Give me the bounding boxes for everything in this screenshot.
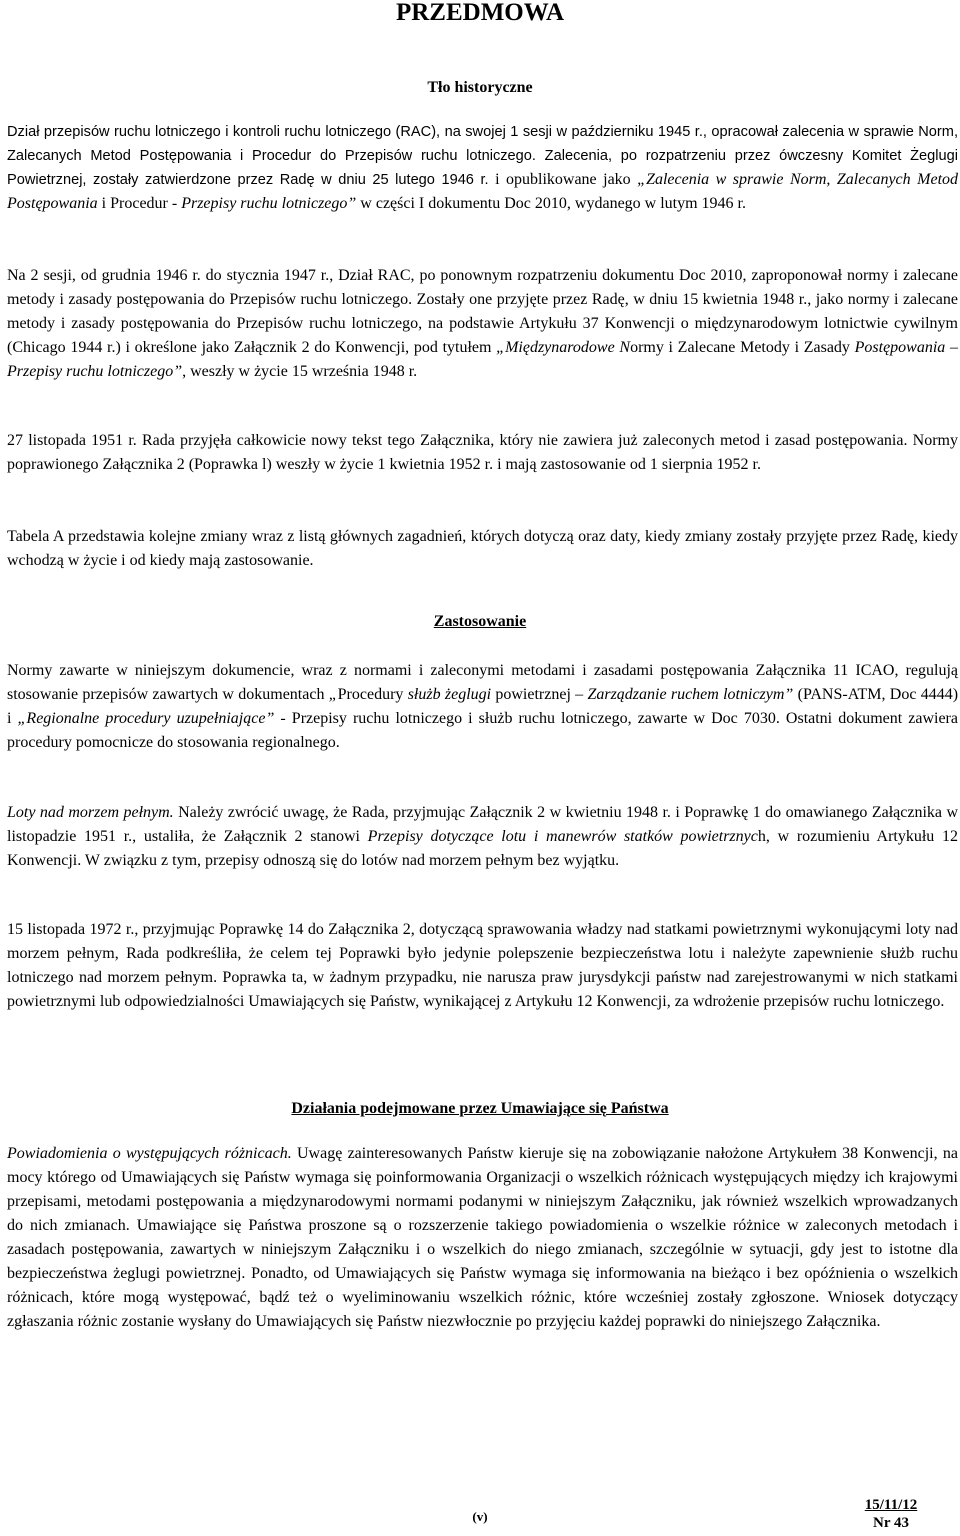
text-run: h, w rozumieniu Artykułu 12 Konwencji. W związku z tym, przepisy odnoszą się do lotów nad morzem pełnym bez wyjątku. [7, 828, 959, 869]
text-run: Procedury [337, 686, 408, 703]
italic-run: Postępowania – Przepisy ruchu lotniczego” [7, 339, 958, 380]
section-heading-actions: Działania podejmowane przez Umawiające się Państwa [291, 1100, 669, 1117]
italic-run: Przepisy ruchu lotniczego” [181, 195, 357, 212]
paragraph-actions-1 [7, 1142, 958, 1334]
italic-run: „Międzynarodowe N [496, 339, 631, 356]
paragraph-application-1 [7, 659, 958, 755]
text-run: w części I dokumentu Doc 2010, wydanego w lutym 1946 r. [356, 195, 746, 212]
paragraph-application-2 [7, 801, 958, 873]
text-run: Na 2 sesji, od grudnia 1946 r. do stycznia 1947 r., Dział RAC, po ponownym rozpatrzeniu dokumentu Doc 2010, zaproponował normy i zalecane metody i zasady postępowania do Przepisów ruchu lotniczego. Zostały one przyjęte przez Radę, w dniu 15 kwietnia 1948 r., jako normy i zalecane metody i zasady postępowania do Przepisów ruchu lotniczego, na podstawie Artykułu 37 Konwencji o międzynarodowym lotnictwie cywilnym (Chicago 1944 r.) i określone jako Załącznik 2 do Konwencji, pod tytułem [7, 267, 958, 356]
italic-run: „Zalecenia w sprawie Norm, Zalecanych Metod Postępowania [7, 171, 959, 212]
text-run: - Przepisy ruchu lotniczego i służb ruchu lotniczego, zawarte w Doc 7030. Ostatni dokument zawiera procedury pomocnicze do stosowania regionalnego. [7, 710, 958, 751]
italic-run: „ [328, 686, 338, 703]
italic-run: Powiadomienia o występujących różnicach. [7, 1145, 292, 1162]
text-run: ormy i Zalecane Metody i Zasady [630, 339, 855, 356]
italic-run: służb żeglugi [407, 686, 492, 703]
italic-run: Loty nad morzem pełnym. [7, 804, 174, 821]
text-run: Należy zwrócić uwagę, że Rada, przyjmując Załącznik 2 w kwietniu 1948 r. i Poprawkę 1 do omawianego Załącznika w listopadzie 1951 r., ustaliła, że Załącznik 2 stanowi [7, 804, 958, 845]
italic-run: Przepisy dotyczące lotu i manewrów statków powietrznyc [367, 828, 758, 845]
text-run: (PANS-ATM, Doc 4444) i [7, 686, 959, 727]
footer-number: Nr 43 [873, 1515, 909, 1531]
paragraph-historical-2 [7, 264, 958, 384]
page-number: (v) [472, 1509, 488, 1524]
footer-date: 15/11/12 [864, 1497, 918, 1513]
text-run: Uwagę zainteresowanych Państw kieruje się na zobowiązanie nałożone Artykułem 38 Konwencji, na mocy którego od Umawiających się Państw wymaga się poinformowania Organizacji o wszelkich różnicach występujących między ich krajowymi przepisami, metodami postępowania a międzynarodowymi normami podanymi w niniejszym Załączniku, jak również wszelkich wprowadzanych do nich zmianach. Umawiające się Państwa proszone są o rozszerzenie takiego powiadomienia o wszelkie różnice w zaleconych metodach i zasadach postępowania, zawartych w niniejszym Załączniku i o wszelkich do niego zmianach, szczególnie w sytuacji, gdy jest to istotne dla bezpieczeństwa żeglugi powietrznej. Ponadto, od Umawiających się Państw wymaga się informowania na bieżąco i bez opóźnienia o wszelkich różnicach, które mogą występować, bądź też o wyeliminowaniu wszelkich różnic, które wcześniej zostały zgłoszone. Wniosek dotyczący zgłaszania różnic zostanie wysłany do Umawiających się Państw niezwłocznie po przyjęciu każdej poprawki do niniejszego Załącznika. [7, 1145, 959, 1330]
text-run: Normy zawarte w niniejszym dokumencie, wraz z normami i zaleconymi metodami i zasadami postępowania Załącznika 11 ICAO, regulują stosowanie przepisów zawartych w dokumentach [7, 662, 958, 703]
italic-run: „Regionalne procedury uzupełniające” [17, 710, 275, 727]
paragraph-historical-1 [7, 120, 958, 216]
text-run: powietrznej – [491, 686, 588, 703]
italic-run: Zarządzanie ruchem lotniczym” [587, 686, 794, 703]
page-title: PRZEDMOWA [395, 0, 565, 26]
section-heading-historical: Tło historyczne [427, 79, 533, 96]
text-run: i opublikowane jako [488, 171, 638, 188]
paragraph-historical-3: 27 listopada 1951 r. Rada przyjęła całkowicie nowy tekst tego Załącznika, który nie zawiera już zaleconych metod i zasad postępowania. Normy poprawionego Załącznika 2 (Poprawka l) weszły w życie 1 kwietnia 1952 r. i mają zastosowanie od 1 sierpnia 1952 r. [7, 432, 958, 473]
paragraph-historical-1-sans: Dział przepisów ruchu lotniczego i kontroli ruchu lotniczego (RAC), na swojej 1 sesji w październiku 1945 r., opracował zalecenia w sprawie Norm, Zalecanych Metod Postępowania i Procedur do Przepisów ruchu lotniczego. Zalecenia, po rozpatrzeniu przez ówczesny Komitet Żeglugi Powietrznej, zostały zatwierdzone przez Radę w dniu 25 lutego 1946 r. [7, 124, 958, 188]
footer-date-block [841, 1496, 941, 1532]
paragraph-historical-4: Tabela A przedstawia kolejne zmiany wraz z listą głównych zagadnień, których dotyczą oraz daty, kiedy zmiany zostały przyjęte przez Radę, kiedy wchodzą w życie i od kiedy mają zastosowanie. [7, 528, 958, 569]
text-run: i Procedur - [97, 195, 182, 212]
paragraph-application-3: 15 listopada 1972 r., przyjmując Poprawkę 14 do Załącznika 2, dotyczącą sprawowania władzy nad statkami powietrznymi wykonującymi loty nad morzem pełnym, Rada podkreśliła, że celem tej Poprawki było jedynie polepszenie bezpieczeństwa lotu i należyte zapewnienie służb ruchu lotniczego nad morzem pełnym. Poprawka ta, w żadnym przypadku, nie narusza praw jurysdykcji państw nad zarejestrowanymi w nich statkami powietrznymi lub odpowiedzialności Umawiających się Państw, wynikającej z Artykułu 12 Konwencji, za wdrożenie przepisów ruchu lotniczego. [7, 921, 958, 1010]
text-run: , weszły w życie 15 września 1948 r. [182, 363, 418, 380]
section-heading-application: Zastosowanie [433, 613, 527, 630]
